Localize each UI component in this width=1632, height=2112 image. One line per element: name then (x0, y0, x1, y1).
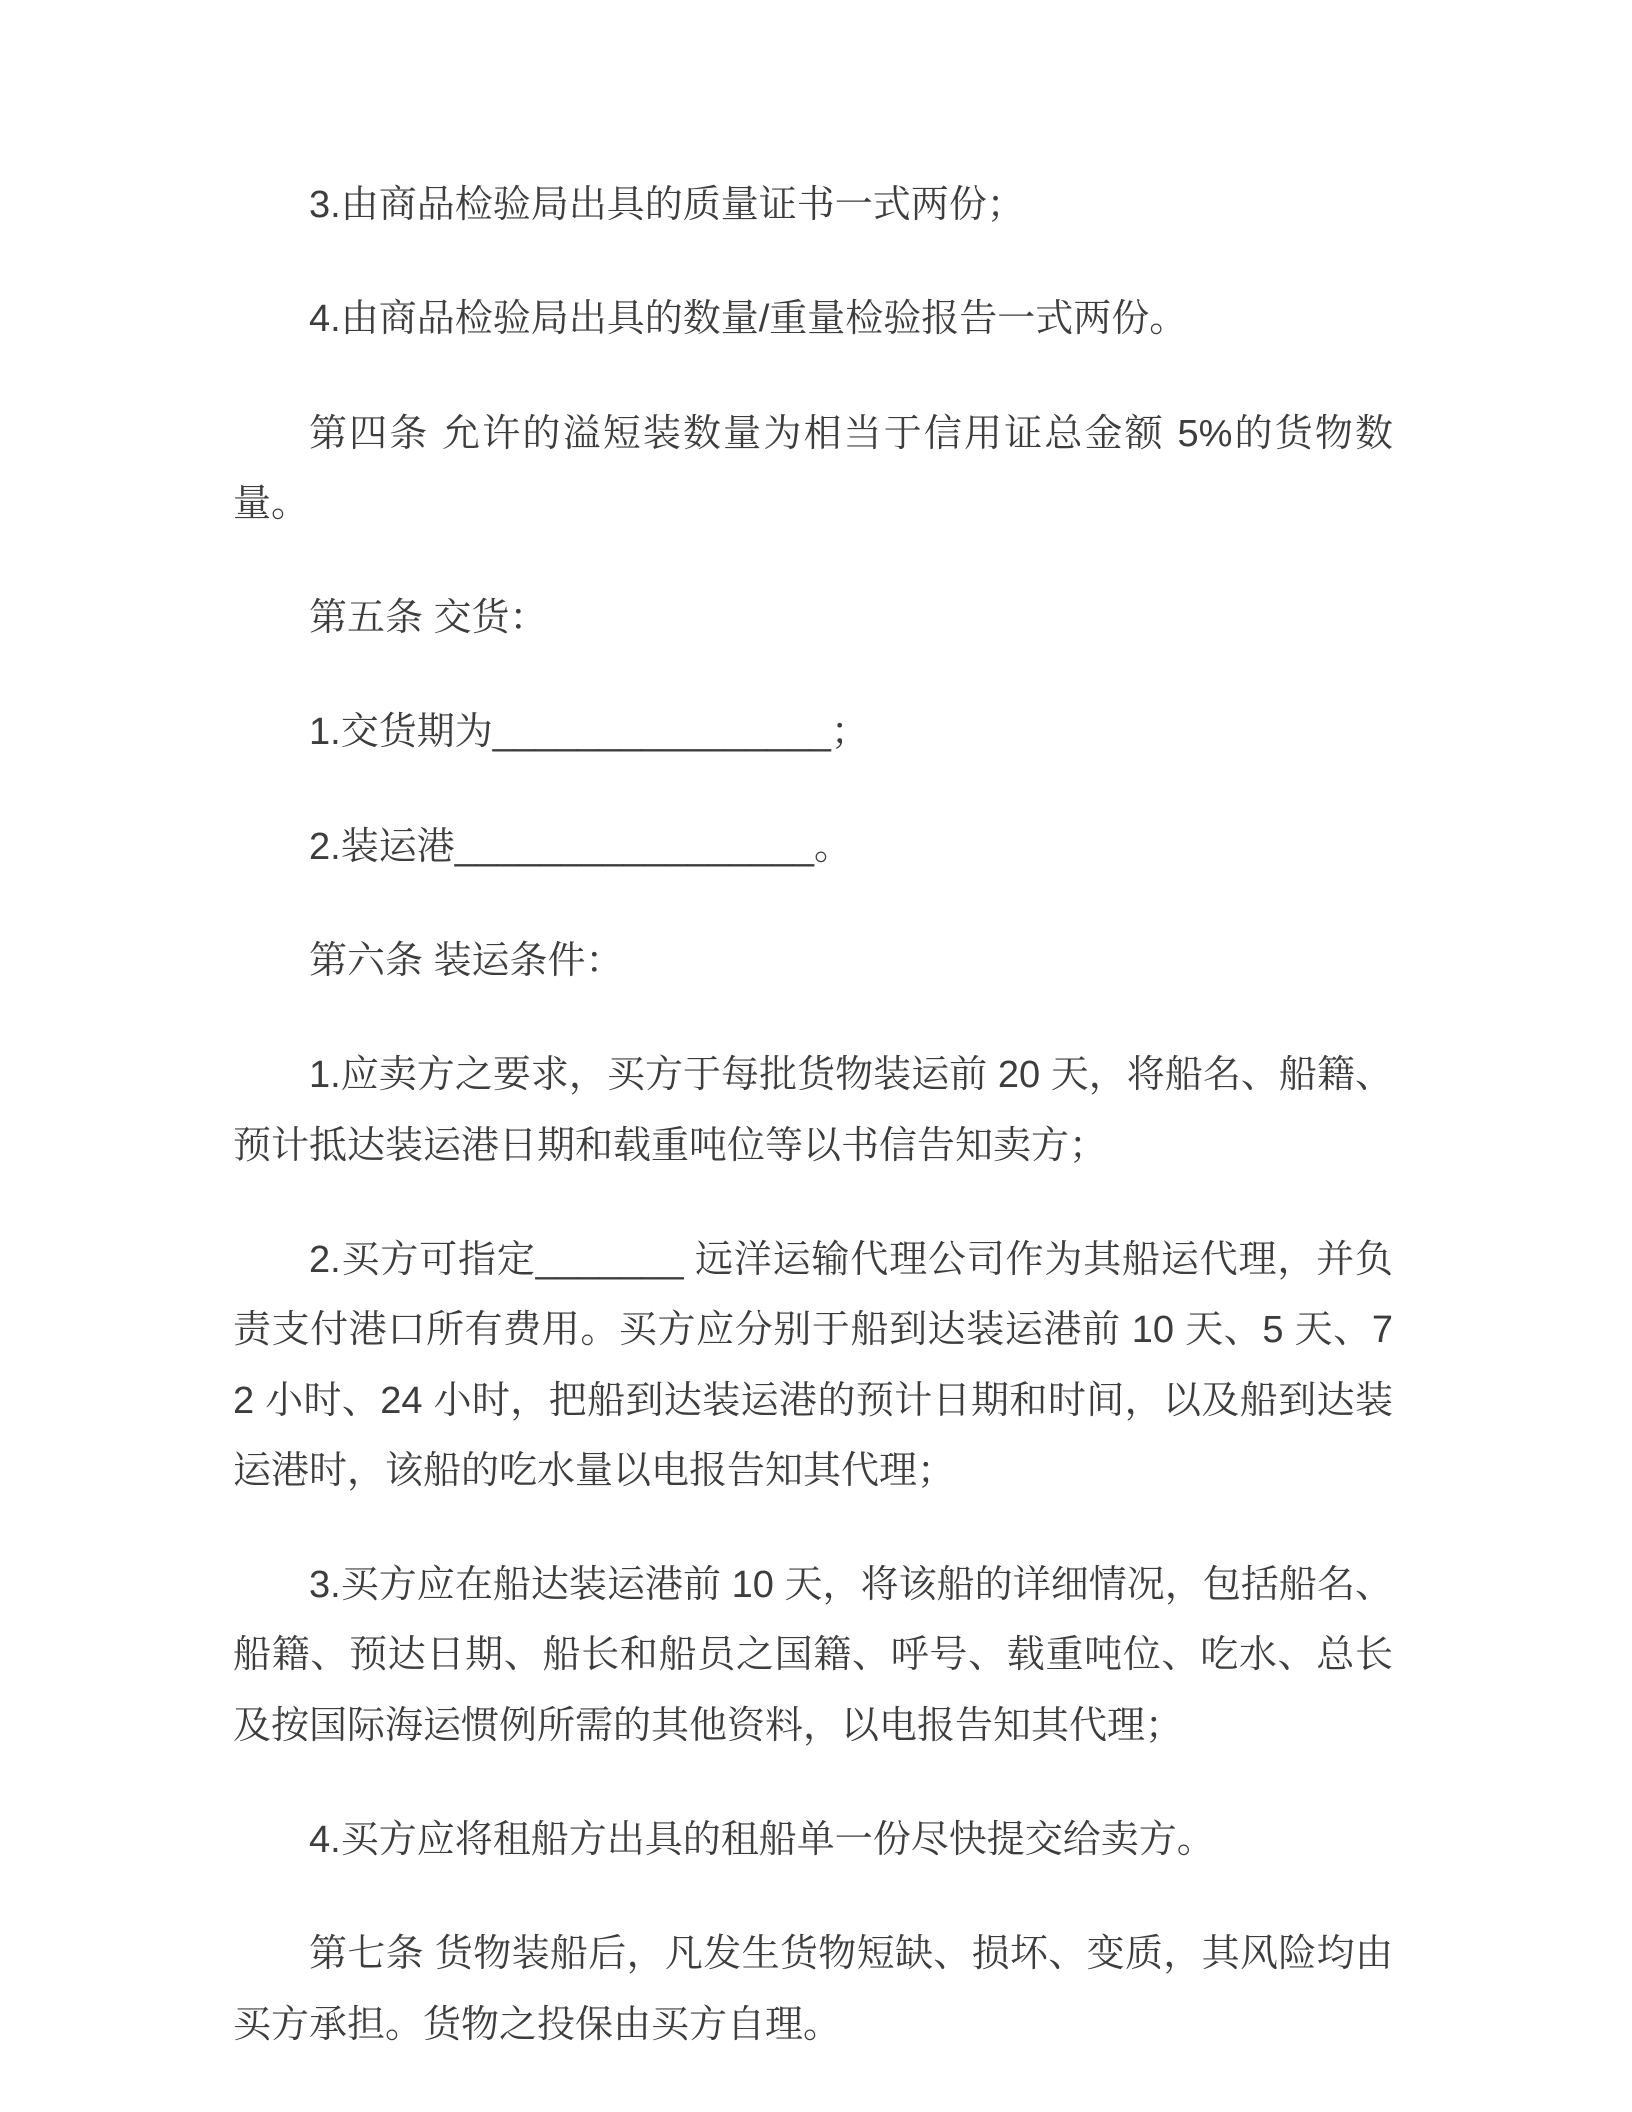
paragraph-clause-6-heading: 第六条 装运条件： (309, 940, 624, 983)
paragraph-loading-port-blank: 2.装运港_________________。 (309, 825, 852, 868)
paragraph-quality-certificate: 3.由商品检验局出具的质量证书一式两份； (309, 184, 1025, 226)
paragraph-clause-7: 第七条 货物装船后，凡发生货物短缺、损坏、变质，其风险均由买方承担。货物之投保由买方自理。 (233, 1933, 1393, 2046)
paragraph-quantity-report: 4.由商品检验局出具的数量/重量检验报告一式两份。 (309, 298, 1188, 341)
paragraph-clause-6-item-2: 2.买方可指定_______ 远洋运输代理公司作为其船运代理，并负责支付港口所有费用。买方应分别于船到达装运港前 10 天、5 天、72 小时、24 小时，把船到达装运港的预计日期和时间，以及船到达装运港时，该船的吃水量以电报告知其代理； (233, 1238, 1393, 1492)
document-body (233, 170, 1393, 2060)
paragraph-delivery-date-blank: 1.交货期为________________； (309, 711, 869, 754)
paragraph-clause-6-item-4: 4.买方应将租船方出具的租船单一份尽快提交给卖方。 (309, 1819, 1215, 1862)
paragraph-clause-6-item-1: 1.应卖方之要求，买方于每批货物装运前 20 天，将船名、船籍、预计抵达装运港日期和载重吨位等以书信告知卖方； (233, 1054, 1393, 1167)
paragraph-clause-6-item-3: 3.买方应在船达装运港前 10 天，将该船的详细情况，包括船名、船籍、预达日期、船长和船员之国籍、呼号、载重吨位、吃水、总长及按国际海运惯例所需的其他资料，以电报告知其代理； (233, 1564, 1393, 1747)
paragraph-clause-5-heading: 第五条 交货： (309, 597, 548, 640)
paragraph-clause-4: 第四条 允许的溢短装数量为相当于信用证总金额 5%的货物数量。 (233, 412, 1393, 525)
